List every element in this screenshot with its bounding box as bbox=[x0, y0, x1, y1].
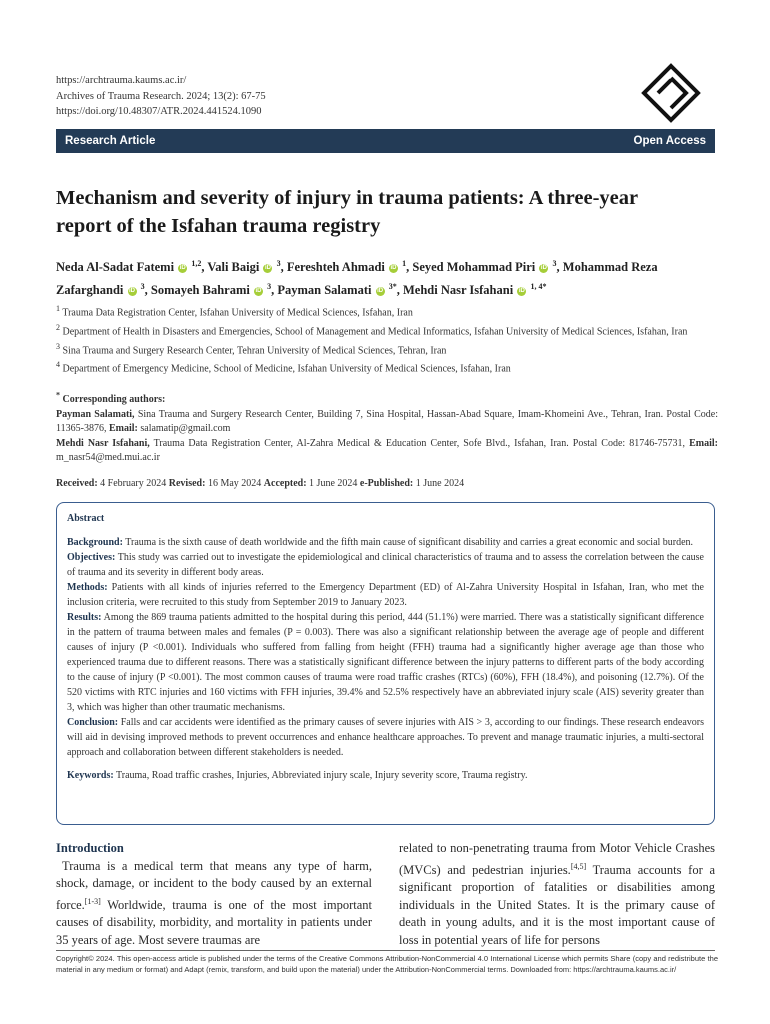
affiliation-text: Department of Emergency Medicine, School of Medicine, Isfahan University of Medical Sciences, Isfahan, Iran bbox=[62, 363, 511, 375]
author-affiliation-marker: 3* bbox=[388, 282, 397, 292]
methods-label: Methods: bbox=[67, 582, 108, 593]
body-column-left bbox=[56, 840, 372, 949]
corr-author-1-email-label: Email: bbox=[108, 423, 138, 435]
author-affiliation-marker: 1 bbox=[402, 259, 407, 268]
corresponding-authors bbox=[56, 389, 718, 466]
received-date: 4 February 2024 bbox=[97, 478, 169, 489]
abstract-heading: Abstract bbox=[67, 513, 105, 524]
epub-date: 1 June 2024 bbox=[413, 478, 465, 489]
affiliation-text: Sina Trauma and Surgery Research Center, Tehran University of Medical Sciences, Tehran, Iran bbox=[62, 344, 447, 356]
title-line-2: report of the Isfahan trauma registry bbox=[56, 215, 381, 237]
author-separator: , bbox=[406, 260, 413, 275]
conclusion-text: Falls and car accidents were identified as the primary causes of severe injuries with AIS > 3, according to our findings. These research endeavors will aid in devising improved methods to prevent occurrences and enhance healthcare approaches. To prevent and manage traumatic injuries, a multi-sectoral approach and collaboration between different stakeholders is needed. bbox=[67, 717, 704, 758]
background-text: Trauma is the sixth cause of death worldwide and the fifth main cause of significant disability and carries a great economic and social burden. bbox=[122, 537, 694, 548]
objectives-text: This study was carried out to investigate the epidemiological and clinical characteristics of trauma and to assess the correlation between the cause of trauma and its severity in different body areas. bbox=[67, 552, 704, 578]
corr-author-1-email[interactable]: salamatip@gmail.com bbox=[137, 423, 231, 435]
intro-para-1a: Trauma is a medical term that means any type of harm, shock, damage, or incident to the body caused by an external force. bbox=[56, 858, 372, 912]
accepted-date: 1 June 2024 bbox=[306, 478, 360, 489]
corr-author-1-name: Payman Salamati, bbox=[56, 408, 135, 420]
ref-4-5[interactable]: [4,5] bbox=[570, 861, 587, 871]
author-affiliation-marker: 3 bbox=[140, 282, 145, 292]
orcid-icon[interactable]: iD bbox=[377, 287, 384, 294]
epub-label: e-Published: bbox=[359, 478, 414, 489]
abstract-box bbox=[56, 502, 715, 825]
author-name: Neda Al-Sadat Fatemi bbox=[56, 260, 175, 275]
orcid-icon[interactable]: iD bbox=[264, 264, 271, 271]
affiliations bbox=[56, 302, 718, 377]
orcid-icon[interactable]: iD bbox=[129, 287, 136, 294]
intro-para-2b: Trauma accounts for a significant proportion of fatalities or disabilities among individuals in the United States. It is the primary cause of death in young adults, and it is the most important cause of loss in potential years of life for persons bbox=[399, 862, 716, 947]
article-type-band bbox=[56, 129, 715, 153]
author-name: Payman Salamati bbox=[277, 283, 372, 298]
objectives-label: Objectives: bbox=[67, 552, 116, 563]
corr-author-2-email[interactable]: m_nasr54@med.mui.ac.ir bbox=[56, 452, 160, 464]
affiliation-item bbox=[56, 302, 718, 321]
copyright-footer: Copyright© 2024. This open-access article is published under the terms of the Creative Commons Attribution-NonCommercial 4.0 International License which permits Share (copy and redistribute the material in any medium or format) and Adapt (remix, transform, and build upon the material) under the Attribution-NonCommercial terms. Downloaded from: https://archtrauma.kaums.ac.ir/ bbox=[56, 954, 718, 974]
author-affiliation-marker: 3 bbox=[552, 259, 557, 268]
affiliation-number: 2 bbox=[56, 322, 60, 332]
open-access-label: Open Access bbox=[633, 135, 706, 147]
affiliation-text: Trauma Data Registration Center, Isfahan University of Medical Sciences, Isfahan, Iran bbox=[62, 307, 413, 319]
intro-para-1b: Worldwide, trauma is one of the most important causes of disability, morbidity, and mortality in patients under 35 years of age. Most severe traumas are bbox=[56, 897, 372, 947]
affiliation-item bbox=[56, 321, 718, 340]
orcid-icon[interactable]: iD bbox=[255, 287, 262, 294]
author-affiliation-marker: 1, 4* bbox=[530, 282, 547, 292]
author-name: Somayeh Bahrami bbox=[150, 283, 250, 298]
author-separator: , bbox=[144, 283, 151, 298]
author-separator: , bbox=[396, 283, 403, 298]
journal-header bbox=[56, 73, 266, 120]
revised-label: Revised: bbox=[168, 478, 206, 489]
author-separator: , bbox=[201, 260, 208, 275]
background-label: Background: bbox=[67, 537, 123, 548]
received-label: Received: bbox=[56, 478, 98, 489]
methods-text: Patients with all kinds of injuries referred to the Emergency Department (ED) of Al-Zahra University Hospital in Isfahan, Iran, who met the inclusion criteria, were recruited to this study from September 2019 to January 2023. bbox=[67, 582, 704, 608]
author-name: Seyed Mohammad Piri bbox=[412, 260, 536, 275]
corr-author-2-address: Trauma Data Registration Center, Al-Zahra Medical & Education Center, Sofe Blvd., Isfahan, Iran. Postal Code: 81746-75731, bbox=[149, 437, 690, 449]
author-separator: , bbox=[280, 260, 287, 275]
results-label: Results: bbox=[67, 612, 102, 623]
author-list bbox=[56, 254, 718, 300]
journal-citation: Archives of Trauma Research. 2024; 13(2): 67-75 bbox=[56, 90, 266, 102]
corr-author-2-email-label: Email: bbox=[689, 437, 718, 449]
affiliation-number: 4 bbox=[56, 360, 60, 370]
orcid-icon[interactable]: iD bbox=[518, 287, 525, 294]
corr-heading: Corresponding authors: bbox=[62, 394, 166, 406]
article-title bbox=[56, 184, 718, 240]
author-affiliation-marker: 1,2 bbox=[191, 259, 202, 268]
orcid-icon[interactable]: iD bbox=[390, 264, 397, 271]
introduction-heading: Introduction bbox=[56, 841, 124, 855]
affiliation-item bbox=[56, 340, 718, 359]
author-name: Vali Baigi bbox=[207, 260, 260, 275]
footer-divider bbox=[56, 950, 715, 951]
corr-author-1-address: Sina Trauma and Surgery Research Center, Building 7, Sina Hospital, Hassan-Abad Square, Imam-Khomeini Ave., Tehran, Iran. Postal Code: 11365-3876, bbox=[56, 408, 718, 435]
author-name: Mohammad Reza Zafarghandi bbox=[56, 260, 658, 298]
author-affiliation-marker: 3 bbox=[276, 259, 281, 268]
body-column-right bbox=[399, 840, 715, 949]
ref-1-3[interactable]: [1-3] bbox=[84, 896, 101, 906]
intro-para-2a: related to non-penetrating trauma from Motor Vehicle Crashes (MVCs) and pedestrian injuries. bbox=[399, 841, 715, 877]
journal-logo-icon bbox=[628, 62, 714, 124]
affiliation-number: 1 bbox=[56, 304, 60, 313]
author-name: Fereshteh Ahmadi bbox=[286, 260, 385, 275]
conclusion-label: Conclusion: bbox=[67, 717, 119, 728]
author-separator: , bbox=[271, 283, 278, 298]
affiliation-item bbox=[56, 358, 718, 377]
title-line-1: Mechanism and severity of injury in trauma patients: A three-year bbox=[56, 187, 639, 209]
affiliation-number: 3 bbox=[56, 341, 60, 351]
orcid-icon[interactable]: iD bbox=[540, 264, 547, 271]
journal-url[interactable]: https://archtrauma.kaums.ac.ir/ bbox=[56, 75, 187, 86]
author-affiliation-marker: 3 bbox=[267, 282, 272, 292]
keywords-label: Keywords: bbox=[67, 770, 114, 781]
publication-dates bbox=[56, 478, 718, 489]
affiliation-text: Department of Health in Disasters and Emergencies, School of Management and Medical Informatics, Isfahan University of Medical Sciences, Isfahan, Iran bbox=[62, 326, 688, 338]
corr-author-2-name: Mehdi Nasr Isfahani, bbox=[56, 437, 150, 449]
article-type-label: Research Article bbox=[65, 135, 156, 147]
author-name: Mehdi Nasr Isfahani bbox=[402, 283, 514, 298]
corr-mark: * bbox=[56, 391, 60, 400]
author-separator: , bbox=[556, 260, 563, 275]
revised-date: 16 May 2024 bbox=[205, 478, 264, 489]
doi-link[interactable]: https://doi.org/10.48307/ATR.2024.441524.1090 bbox=[56, 106, 262, 117]
results-text: Among the 869 trauma patients admitted to the hospital during this period, 444 (51.1%) were married. There was a statistically significant difference in the pattern of trauma between males and females (P = 0.003). There was also a significant relationship between the average age of people and different causes of injury (P <0.001). Individuals who suffered from falling from height (FFH) trauma had a significantly higher average age than those who experienced trauma due to different reasons. There was a statistically significant difference between the injury patterns to different parts of the body according to the cause of injury (P <0.001). The most common causes of trauma were road traffic crashes (RTCs) (60%), FFH (18.4%), and poisoning (12.7%). Of the 520 victims with RTC injuries and 160 victims with FFH injuries, 39.4% and 52.5% respectively have an abbreviated injury scale (AIS) severity greater than 3, which was higher than other traumatic mechanisms. bbox=[67, 612, 704, 713]
accepted-label: Accepted: bbox=[263, 478, 307, 489]
orcid-icon[interactable]: iD bbox=[179, 264, 186, 271]
keywords-text: Trauma, Road traffic crashes, Injuries, Abbreviated injury scale, Injury severity score, Trauma registry. bbox=[113, 770, 528, 781]
